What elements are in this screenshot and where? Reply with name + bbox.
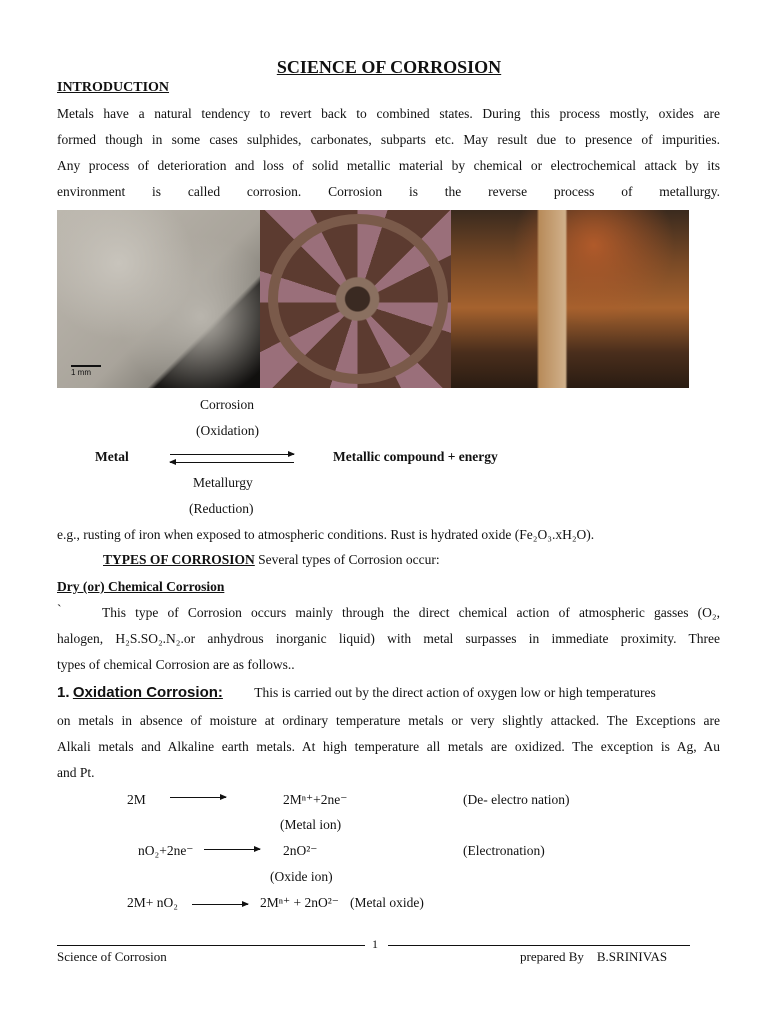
oxidation-heading-line [57, 683, 720, 703]
oxidation-first-line: This is carried out by the direct action of oxygen low or high temperatures [254, 685, 656, 700]
intro-paragraph [57, 101, 720, 205]
eq1-note: (De- electro nation) [463, 792, 570, 807]
metal-label: Metal [95, 449, 129, 464]
footer-rule-right [388, 945, 690, 946]
types-text: Several types of Corrosion occur: [254, 552, 440, 567]
corroded-impeller-photo [260, 210, 455, 388]
eq1-left: 2M [127, 792, 146, 807]
oxidation-line: Alkali metals and Alkaline earth metals. At high temperature all metals are oxidized. The exception is Ag, Au [57, 739, 720, 754]
eq2-right: 2nO²⁻ [283, 843, 318, 858]
footer-left-text: Science of Corrosion [57, 949, 167, 964]
intro-line: environment is called corrosion. Corrosion is the reverse process of metallurgy. [57, 184, 720, 199]
dry-corrosion-heading: Dry (or) Chemical Corrosion [57, 579, 225, 594]
dry-line: This type of Corrosion occurs mainly through the direct chemical action of atmospheric gasses (O₂, [102, 605, 720, 620]
metallic-compound-label: Metallic compound + energy [333, 449, 498, 464]
reduction-label: (Reduction) [189, 501, 254, 516]
eq2-arrow-icon [204, 849, 260, 850]
page-title: SCIENCE OF CORROSION [276, 57, 502, 77]
dry-paragraph [57, 600, 720, 678]
eq3-arrow-icon [192, 904, 248, 905]
eq2-below: (Oxide ion) [270, 869, 333, 884]
tick-mark: ` [57, 602, 62, 617]
corrosion-photos [57, 210, 689, 388]
scale-bar-label: 1 mm [71, 368, 91, 377]
eq2-left: nO₂+2ne⁻ [138, 843, 194, 858]
footer-right-text: prepared By B.SRINIVAS [520, 949, 668, 964]
metallurgy-label: Metallurgy [193, 475, 253, 490]
eq3-left: 2M+ nO₂ [127, 895, 178, 910]
types-heading: TYPES OF CORROSION [103, 552, 255, 567]
oxidation-number: 1. [57, 684, 70, 701]
eq2-note: (Electronation) [463, 843, 545, 858]
oxidation-paragraph [57, 708, 720, 786]
intro-heading: INTRODUCTION [57, 80, 170, 95]
reverse-arrow-icon [170, 462, 294, 463]
rusted-metal-photo [451, 210, 689, 388]
eq1-below: (Metal ion) [280, 817, 342, 832]
oxidation-line: and Pt. [57, 765, 95, 780]
forward-arrow-icon [170, 454, 294, 455]
eq1-arrow-icon [170, 797, 226, 798]
intro-line: formed though in some cases sulphides, carbonates, subparts etc. May result due to presence of impurities. [57, 132, 720, 147]
oxidation-heading: Oxidation Corrosion: [72, 684, 223, 701]
footer-rule-left [57, 945, 365, 946]
intro-line: Metals have a natural tendency to revert back to combined states. During this process mostly, oxides are [57, 106, 720, 121]
oxidation-label: (Oxidation) [196, 423, 259, 438]
page-number: 1 [372, 937, 378, 951]
dry-line: halogen, H₂S.SO₂.N₂.or anhydrous inorganic liquid) with metal surpasses in immediate proximity. Three [57, 631, 720, 646]
intro-line: Any process of deterioration and loss of solid metallic material by chemical or electrochemical attack by its [57, 158, 720, 173]
oxidation-line: on metals in absence of moisture at ordinary temperature metals or very slightly attacked. The Exceptions are [57, 713, 720, 728]
corroded-surface-photo [57, 210, 262, 388]
eq3-right: 2Mⁿ⁺ + 2nO²⁻ [260, 895, 339, 910]
eq1-right: 2Mⁿ⁺+2ne⁻ [283, 792, 348, 807]
corrosion-label: Corrosion [200, 397, 254, 412]
dry-line: types of chemical Corrosion are as follows.. [57, 657, 295, 672]
rust-example: e.g., rusting of iron when exposed to atmospheric conditions. Rust is hydrated oxide (Fe₂O₃.xH₂O). [57, 527, 595, 542]
eq3-note: (Metal oxide) [350, 895, 424, 910]
types-line [103, 552, 766, 568]
